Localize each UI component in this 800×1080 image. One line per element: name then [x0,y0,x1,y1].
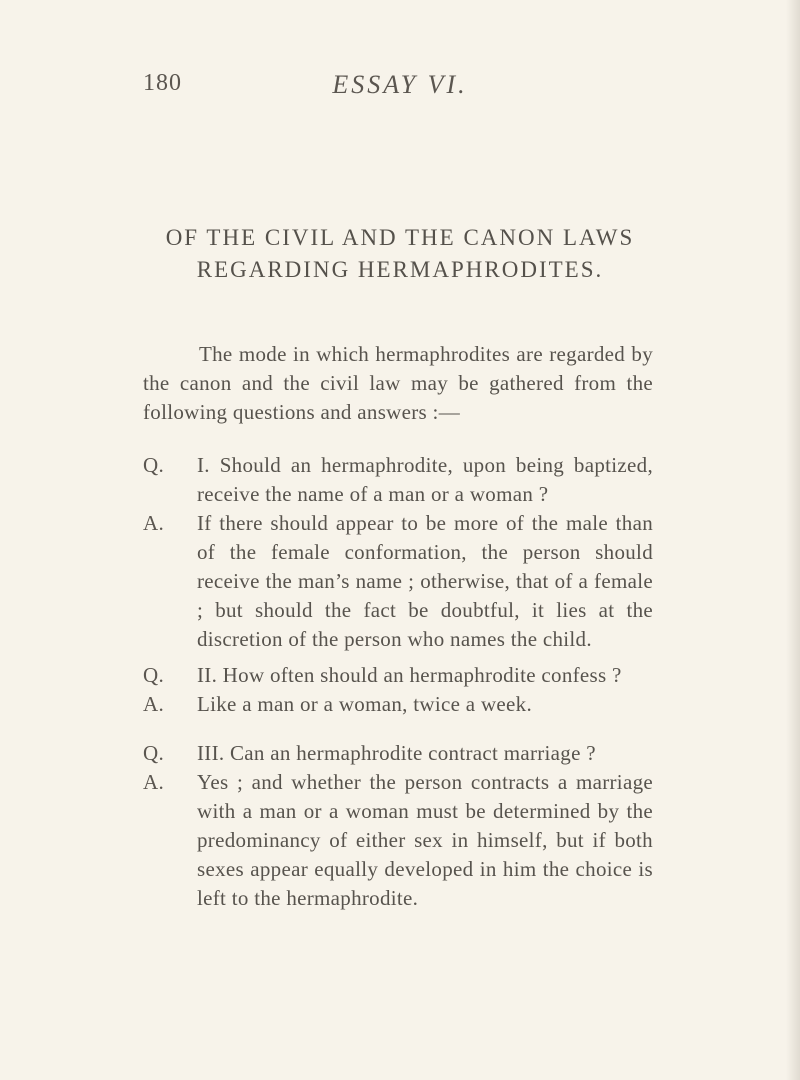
section-title-line-2: REGARDING HERMAPHRODITES. [196,257,604,282]
page-edge-shadow [786,0,800,1080]
qa-block-3 [143,739,653,913]
question-row [143,661,653,690]
answer-text: Like a man or a woman, twice a week. [197,692,532,716]
answer-marker: A. [143,770,165,794]
question-text: II. How often should an hermaphrodite confess ? [197,663,622,687]
intro-paragraph: The mode in which hermaphrodites are regarded by the canon and the civil law may be gathered from the following questions and answers :— [143,342,653,424]
answer-row [143,690,653,719]
qa-block-2 [143,661,653,719]
answer-text: If there should appear to be more of the male than of the female conformation, the person should receive the man’s name ; otherwise, that of a female ; but should the fact be doubtful, it lies at the discretion of the person who names the child. [197,511,653,651]
section-title [100,222,700,286]
question-marker: Q. [143,741,165,765]
answer-marker: A. [143,511,165,535]
section-title-line-1: OF THE CIVIL AND THE CANON LAWS [165,225,635,250]
answer-text: Yes ; and whether the person contracts a marriage with a man or a woman must be determined by the predominancy of either sex in himself, but if both sexes appear equally developed in him the choice is left to the hermaphrodite. [197,770,653,910]
qa-block-1 [143,451,653,654]
question-marker: Q. [143,453,165,477]
answer-marker: A. [143,692,165,716]
answer-row [143,768,653,913]
question-text: III. Can an hermaphrodite contract marriage ? [197,741,596,765]
page-number: 180 [143,70,182,96]
question-text: I. Should an hermaphrodite, upon being baptized, receive the name of a man or a woman ? [197,453,653,506]
question-row [143,739,653,768]
question-row [143,451,653,509]
answer-row [143,509,653,654]
question-marker: Q. [143,663,165,687]
running-head: ESSAY VI. [332,70,468,99]
